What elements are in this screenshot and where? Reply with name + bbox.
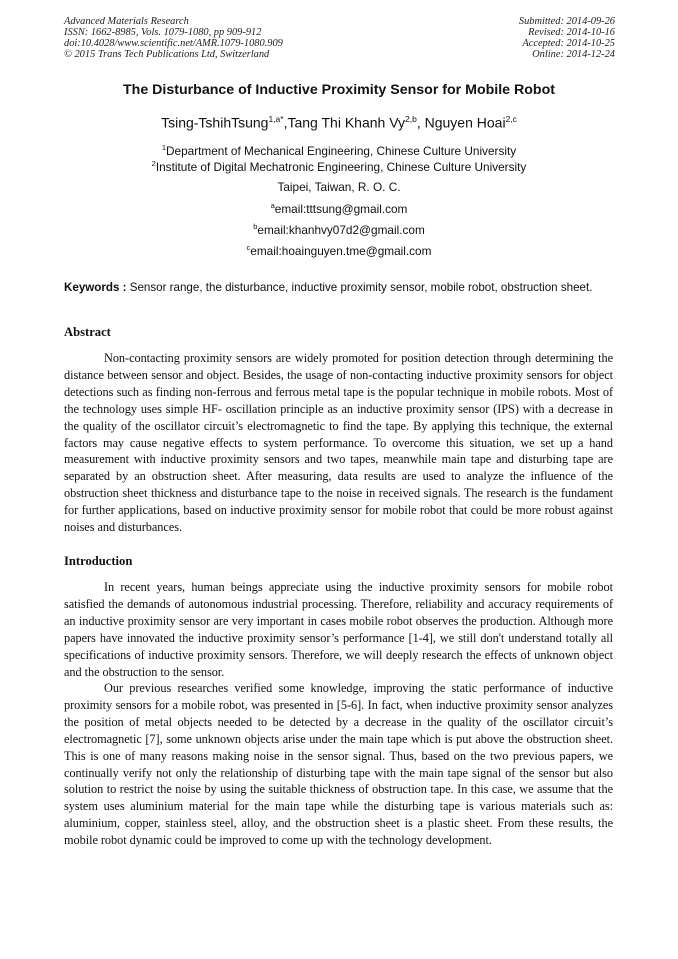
author-affiliation-mark: 1,a* <box>268 114 284 124</box>
author-affiliation-mark: 2,c <box>505 114 517 124</box>
email-mark: c <box>246 243 251 252</box>
affiliation-text: Taipei, Taiwan, R. O. C. <box>277 180 401 194</box>
affiliation-line <box>0 180 678 194</box>
author-name: Nguyen Hoai <box>424 114 506 131</box>
author-name: Tsing-TshihTsung <box>161 114 269 131</box>
email-line <box>0 201 678 216</box>
affiliation-text: Department of Mechanical Engineering, Chinese Culture University <box>166 143 517 158</box>
journal-doi: doi:10.4028/www.scientific.net/AMR.1079-1080.909 <box>64 38 283 49</box>
body-paragraph: Our previous researches verified some knowledge, improving the static performance of inductive proximity sensors for a mobile robot, was presented in [5-6]. In fact, when inductive proximity sensor analyzes the position of metal objects needed to be detected by a decrease in the quality of the oscillator circuit’s electromagnetic [7], some unknown objects arise under the main tape which is put above the obstruction sheet. This is one of many reasons making noise in the sensor signal. Thus, based on the two previous papers, we continually verify not only the relationship of disturbing tape with the main tape signal of the sensor but also solution to restrict the noise by using the suitable thickness of obstruction tape. In this case, we assume that the system uses aluminium material for the main tape while the disturbing tape is various materials such as: aluminium, copper, stainless steel, alloy, and the obstruction sheet is a plastic sheet. From these results, the mobile robot dynamic could be improved to come up with the technology development. <box>64 681 613 848</box>
affiliation-line <box>0 159 678 174</box>
affiliation-mark: 1 <box>161 143 166 152</box>
affiliation-text: Institute of Digital Mechatronic Engineering, Chinese Culture University <box>155 159 527 174</box>
email-mark: a <box>270 201 275 210</box>
author-separator: , <box>283 114 288 131</box>
submitted-date: Submitted: 2014-09-26 <box>518 16 615 27</box>
journal-header <box>64 16 615 60</box>
email-line <box>0 243 678 258</box>
journal-issn: ISSN: 1662-8985, Vols. 1079-1080, pp 909-912 <box>64 27 262 38</box>
body-paragraph: In recent years, human beings appreciate using the inductive proximity sensors for mobile robot satisfied the demands of autonomous industrial processing. Therefore, reliability and accuracy requirements of an inductive proximity sensor are very important in cases mobile robot observes the production. Although more papers have innovated the inductive proximity sensor’s performance [1-4], we still don't understand totally all specifications of inductive proximity sensors. Therefore, we will deeply research the effects of unknown object and the obstruction to the sensor. <box>64 580 613 679</box>
email-mark: b <box>253 222 258 231</box>
author-list <box>0 114 678 131</box>
author-name: Tang Thi Khanh Vy <box>287 114 406 131</box>
journal-info <box>64 16 283 60</box>
journal-name: Advanced Materials Research <box>64 16 189 27</box>
abstract-text: Non-contacting proximity sensors are widely promoted for position detection through determining the distance between sensor and object. Besides, the usage of non-contacting inductive proximity sensors for object detections such as finding non-ferrous and ferrous metal tape is the popular technique in mobile robots. Most of the technology uses simple HF- oscillation principle as an inductive proximity sensor (IPS) with a decrease in the quality of the oscillator circuit’s electromagnetic to find the tape. By applying this technique, the external factors may cause negative effects to system performance. To overcome this situation, we set up a hand measurement with inductive proximity sensors and two tapes, meanwhile main tape and disturbing tape are separated by an obstruction sheet. After measuring, data results are used to analyze the influence of the obstruction sheet thickness and disturbance tape to the noise in received signals. The research is the fundament for further applications, based on inductive proximity sensor for mobile robot that could be more robust against noises and disturbances. <box>64 351 613 535</box>
keywords-label: Keywords : <box>64 281 127 294</box>
email-text: email:khanhvy07d2@gmail.com <box>257 222 425 237</box>
journal-copyright: © 2015 Trans Tech Publications Ltd, Switzerland <box>64 49 270 60</box>
publication-dates <box>519 16 615 60</box>
keywords-text: Sensor range, the disturbance, inductive proximity sensor, mobile robot, obstruction sheet. <box>126 281 593 294</box>
introduction-heading: Introduction <box>64 554 133 568</box>
abstract-heading: Abstract <box>64 325 111 339</box>
affiliation-line <box>0 143 678 158</box>
paper-title: The Disturbance of Inductive Proximity Sensor for Mobile Robot <box>123 82 555 98</box>
author-affiliation-mark: 2,b <box>405 114 417 124</box>
online-date: Online: 2014-12-24 <box>532 49 615 60</box>
revised-date: Revised: 2014-10-16 <box>528 27 615 38</box>
keywords <box>64 280 613 296</box>
affiliation-mark: 2 <box>151 159 156 168</box>
email-line <box>0 222 678 237</box>
author-separator: , <box>416 114 425 131</box>
email-text: email:tttsung@gmail.com <box>274 201 408 216</box>
email-text: email:hoainguyen.tme@gmail.com <box>250 243 432 258</box>
accepted-date: Accepted: 2014-10-25 <box>522 38 615 49</box>
